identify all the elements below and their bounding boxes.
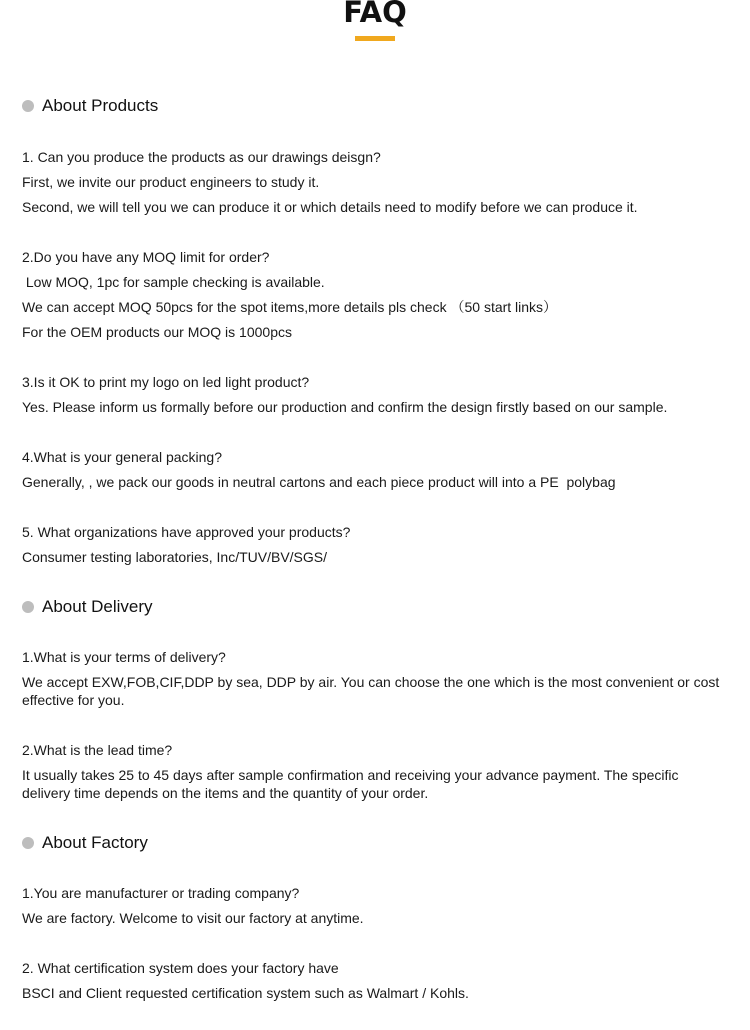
answer-text: For the OEM products our MOQ is 1000pcs bbox=[22, 324, 292, 340]
bullet-dot-icon bbox=[22, 601, 34, 613]
answer-text: Yes. Please inform us formally before our production and confirm the design firstly based on our sample. bbox=[22, 399, 668, 415]
question-text: 2.What is the lead time? bbox=[22, 742, 173, 758]
answer-text: We can accept MOQ 50pcs for the spot items,more details pls check （50 start links） bbox=[22, 299, 558, 315]
question-text: 4.What is your general packing? bbox=[22, 449, 222, 465]
section-label: About Factory bbox=[42, 833, 148, 852]
answer-text: Low MOQ, 1pc for sample checking is available. bbox=[22, 274, 325, 290]
answer-text: We are factory. Welcome to visit our factory at anytime. bbox=[22, 910, 364, 926]
answer-text: First, we invite our product engineers to study it. bbox=[22, 174, 320, 190]
question-text: 1.What is your terms of delivery? bbox=[22, 649, 226, 665]
question-text: 5. What organizations have approved your products? bbox=[22, 524, 351, 540]
answer-text: Generally, , we pack our goods in neutral cartons and each piece product will into a PE polybag bbox=[22, 474, 616, 490]
answer-text: BSCI and Client requested certification system such as Walmart / Kohls. bbox=[22, 985, 469, 1001]
question-text: 1. Can you produce the products as our drawings deisgn? bbox=[22, 149, 381, 165]
section-heading-factory bbox=[22, 831, 148, 855]
answer-text: We accept EXW,FOB,CIF,DDP by sea, DDP by air. You can choose the one which is the most convenient or cost effective for you. bbox=[22, 674, 720, 708]
question-text: 2. What certification system does your factory have bbox=[22, 960, 339, 976]
section-label: About Products bbox=[42, 96, 159, 115]
answer-text: Second, we will tell you we can produce it or which details need to modify before we can produce it. bbox=[22, 199, 638, 215]
bullet-dot-icon bbox=[22, 100, 34, 112]
section-heading-delivery bbox=[22, 595, 153, 619]
answer-text: It usually takes 25 to 45 days after sample confirmation and receiving your advance payment. The specific delivery time depends on the items and the quantity of your order. bbox=[22, 767, 679, 801]
title-underline bbox=[355, 36, 395, 41]
section-heading-products bbox=[22, 94, 158, 118]
bullet-dot-icon bbox=[22, 837, 34, 849]
question-text: 3.Is it OK to print my logo on led light product? bbox=[22, 374, 310, 390]
page-title: FAQ bbox=[343, 0, 407, 29]
question-text: 1.You are manufacturer or trading company? bbox=[22, 885, 300, 901]
question-text: 2.Do you have any MOQ limit for order? bbox=[22, 249, 270, 265]
answer-text: Consumer testing laboratories, Inc/TUV/BV/SGS/ bbox=[22, 549, 328, 565]
section-label: About Delivery bbox=[42, 597, 153, 616]
